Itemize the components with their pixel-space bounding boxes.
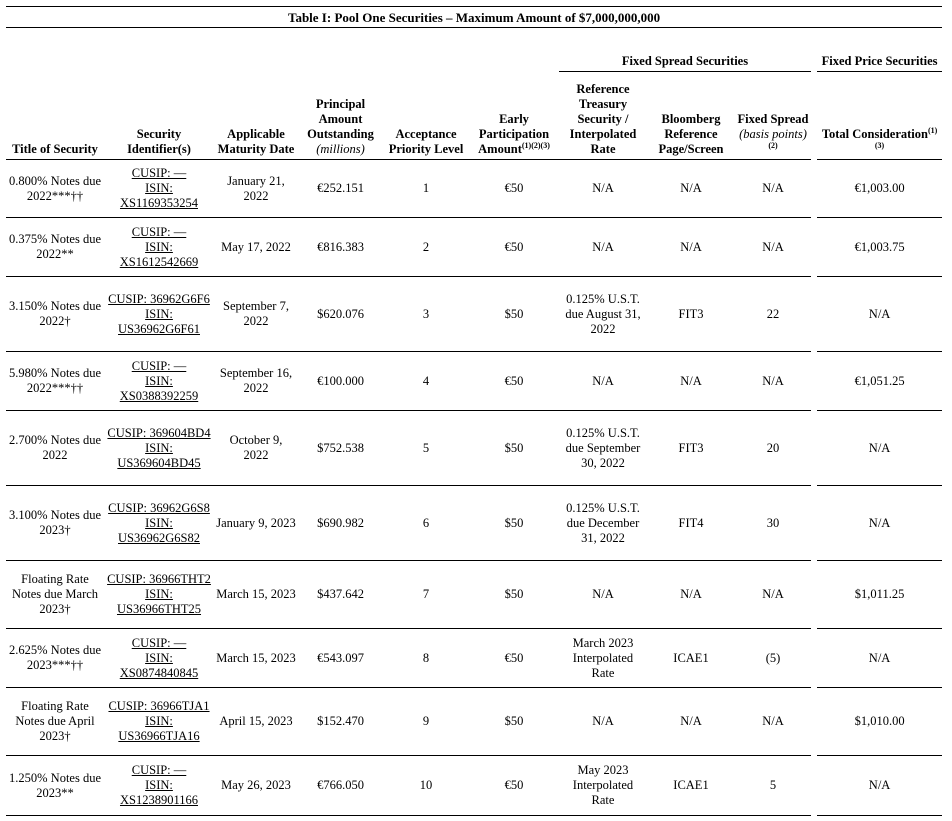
cusip-link[interactable]: CUSIP: — [131,763,187,777]
bloomberg-page: N/A [647,688,735,756]
fixed-spread: 30 [735,486,811,561]
principal-amount: €252.151 [298,160,383,218]
total-consideration: €1,051.25 [817,352,942,411]
cusip-link[interactable]: CUSIP: — [131,635,187,650]
security-identifier [104,277,214,352]
isin-link[interactable]: ISIN: XS1169353254 [119,181,198,210]
principal-unit: (millions) [316,142,365,156]
table-row [6,411,942,486]
cusip-link[interactable]: CUSIP: 36966TJA1 [108,699,210,713]
spread-footnote-ref: (2) [768,140,778,150]
early-participation-amount: $50 [469,411,559,486]
principal-amount: €100.000 [298,352,383,411]
cusip-link[interactable]: CUSIP: 36962G6F6 [108,291,210,306]
security-identifier [104,756,214,816]
reference-security: March 2023 Interpolated Rate [559,629,647,688]
bloomberg-page: FIT3 [647,411,735,486]
maturity-date: March 15, 2023 [214,629,298,688]
col-header-priority: Acceptance Priority Level [383,72,469,160]
maturity-date: October 9, 2022 [214,411,298,486]
early-participation-amount: $50 [469,688,559,756]
bloomberg-page: FIT3 [647,277,735,352]
table-row [6,277,942,352]
priority-level: 6 [383,486,469,561]
early-participation-amount: $50 [469,277,559,352]
early-participation-amount: €50 [469,629,559,688]
reference-security: 0.125% U.S.T. due September 30, 2022 [559,411,647,486]
priority-level: 1 [383,160,469,218]
reference-security: N/A [559,352,647,411]
fixed-price-group-header: Fixed Price Securities [817,28,942,72]
priority-level: 2 [383,218,469,277]
col-header-bloomberg: Bloomberg Reference Page/Screen [647,72,735,160]
fixed-spread: N/A [735,688,811,756]
fixed-spread: N/A [735,218,811,277]
bloomberg-page: ICAE1 [647,756,735,816]
early-participation-amount: €50 [469,756,559,816]
total-footnote-ref: (1)(3) [874,125,938,150]
table-row [6,688,942,756]
fixed-spread-group-header: Fixed Spread Securities [559,28,811,72]
maturity-date: April 15, 2023 [214,688,298,756]
bloomberg-page: N/A [647,218,735,277]
principal-amount: $752.538 [298,411,383,486]
security-title: Floating Rate Notes due April 2023† [6,688,104,756]
principal-amount: €766.050 [298,756,383,816]
security-title: 1.250% Notes due 2023** [6,756,104,816]
bloomberg-page: N/A [647,561,735,629]
isin-link[interactable]: ISIN: XS1238901166 [119,778,198,807]
reference-security: N/A [559,688,647,756]
fixed-spread: (5) [735,629,811,688]
table-row [6,218,942,277]
security-identifier [104,411,214,486]
total-consideration: $1,011.25 [817,561,942,629]
total-consideration: N/A [817,756,942,816]
priority-level: 10 [383,756,469,816]
security-identifier [104,561,214,629]
priority-level: 7 [383,561,469,629]
security-identifier [104,218,214,277]
table-title: Table I: Pool One Securities – Maximum Amount of $7,000,000,000 [6,7,942,28]
priority-level: 3 [383,277,469,352]
security-title: 2.625% Notes due 2023***†† [6,629,104,688]
isin-link[interactable]: ISIN: XS0388392259 [119,373,199,403]
fixed-spread: N/A [735,561,811,629]
priority-level: 4 [383,352,469,411]
principal-amount: $152.470 [298,688,383,756]
reference-security: N/A [559,160,647,218]
fixed-spread: N/A [735,160,811,218]
table-row [6,352,942,411]
security-title: 3.100% Notes due 2023† [6,486,104,561]
fixed-spread: 5 [735,756,811,816]
early-participation-amount: $50 [469,561,559,629]
isin-link[interactable]: ISIN: US36966THT25 [116,587,202,616]
col-header-early: Early Participation Amount$^{(1)(2)(3)}$ [469,72,559,160]
isin-link[interactable]: ISIN: US36966TJA16 [118,714,200,743]
table-row [6,160,942,218]
principal-amount: $620.076 [298,277,383,352]
maturity-date: January 21, 2022 [214,160,298,218]
total-consideration: N/A [817,629,942,688]
bloomberg-page: ICAE1 [647,629,735,688]
isin-link[interactable]: ISIN: US36962G6S82 [118,515,200,545]
cusip-link[interactable]: CUSIP: 369604BD4 [107,425,211,440]
total-consideration: N/A [817,277,942,352]
reference-security: N/A [559,561,647,629]
table-row [6,756,942,816]
principal-amount: $437.642 [298,561,383,629]
early-participation-amount: €50 [469,218,559,277]
early-footnote-ref: (1)(2)(3) [521,140,550,150]
total-consideration: $1,010.00 [817,688,942,756]
pool-one-securities-table [6,6,942,816]
fixed-spread: 22 [735,277,811,352]
maturity-date: May 17, 2022 [214,218,298,277]
security-identifier [104,160,214,218]
priority-level: 5 [383,411,469,486]
priority-level: 9 [383,688,469,756]
security-identifier [104,688,214,756]
maturity-date: January 9, 2023 [214,486,298,561]
table-row [6,486,942,561]
col-header-maturity: Applicable Maturity Date [214,72,298,160]
isin-link[interactable]: ISIN: XS0874840845 [119,650,199,680]
col-header-principal: Principal Amount Outstanding (millions) [298,72,383,160]
early-participation-amount: €50 [469,352,559,411]
bloomberg-page: FIT4 [647,486,735,561]
security-title: 2.700% Notes due 2022 [6,411,104,486]
isin-link[interactable]: ISIN: US369604BD45 [117,440,201,470]
security-title: 0.375% Notes due 2022** [6,218,104,277]
early-participation-amount: $50 [469,486,559,561]
security-identifier [104,629,214,688]
total-consideration: N/A [817,411,942,486]
col-header-spread: Fixed Spread (basis points)$^{(2)}$ [735,72,811,160]
principal-amount: $690.982 [298,486,383,561]
table-row [6,629,942,688]
col-header-total: Total Consideration$^{(1)(3)}$ [817,72,942,160]
maturity-date: May 26, 2023 [214,756,298,816]
reference-security: May 2023 Interpolated Rate [559,756,647,816]
security-identifier [104,352,214,411]
security-title: 0.800% Notes due 2022***†† [6,160,104,218]
bloomberg-page: N/A [647,160,735,218]
fixed-spread: N/A [735,352,811,411]
spread-unit: (basis points) [739,127,807,141]
cusip-link[interactable]: CUSIP: 36962G6S8 [108,500,210,515]
maturity-date: March 15, 2023 [214,561,298,629]
cusip-link[interactable]: CUSIP: — [131,358,187,373]
reference-security: 0.125% U.S.T. due December 31, 2022 [559,486,647,561]
isin-link[interactable]: ISIN: XS1612542669 [119,239,199,269]
priority-level: 8 [383,629,469,688]
table-row [6,561,942,629]
principal-amount: €543.097 [298,629,383,688]
total-consideration: N/A [817,486,942,561]
cusip-link[interactable]: CUSIP: — [131,166,187,180]
fixed-spread: 20 [735,411,811,486]
col-header-title: Title of Security [6,72,104,160]
reference-security: N/A [559,218,647,277]
total-consideration: €1,003.75 [817,218,942,277]
cusip-link[interactable]: CUSIP: — [131,224,187,239]
security-identifier [104,486,214,561]
bloomberg-page: N/A [647,352,735,411]
principal-amount: €816.383 [298,218,383,277]
maturity-date: September 16, 2022 [214,352,298,411]
isin-link[interactable]: ISIN: US36962G6F61 [118,306,200,336]
security-title: Floating Rate Notes due March 2023† [6,561,104,629]
col-header-identifier: Security Identifier(s) [104,72,214,160]
reference-security: 0.125% U.S.T. due August 31, 2022 [559,277,647,352]
early-participation-amount: €50 [469,160,559,218]
total-consideration: €1,003.00 [817,160,942,218]
security-title: 3.150% Notes due 2022† [6,277,104,352]
cusip-link[interactable]: CUSIP: 36966THT2 [107,572,211,586]
col-header-reference: Reference Treasury Security / Interpolated Rate [559,72,647,160]
security-title: 5.980% Notes due 2022***†† [6,352,104,411]
maturity-date: September 7, 2022 [214,277,298,352]
